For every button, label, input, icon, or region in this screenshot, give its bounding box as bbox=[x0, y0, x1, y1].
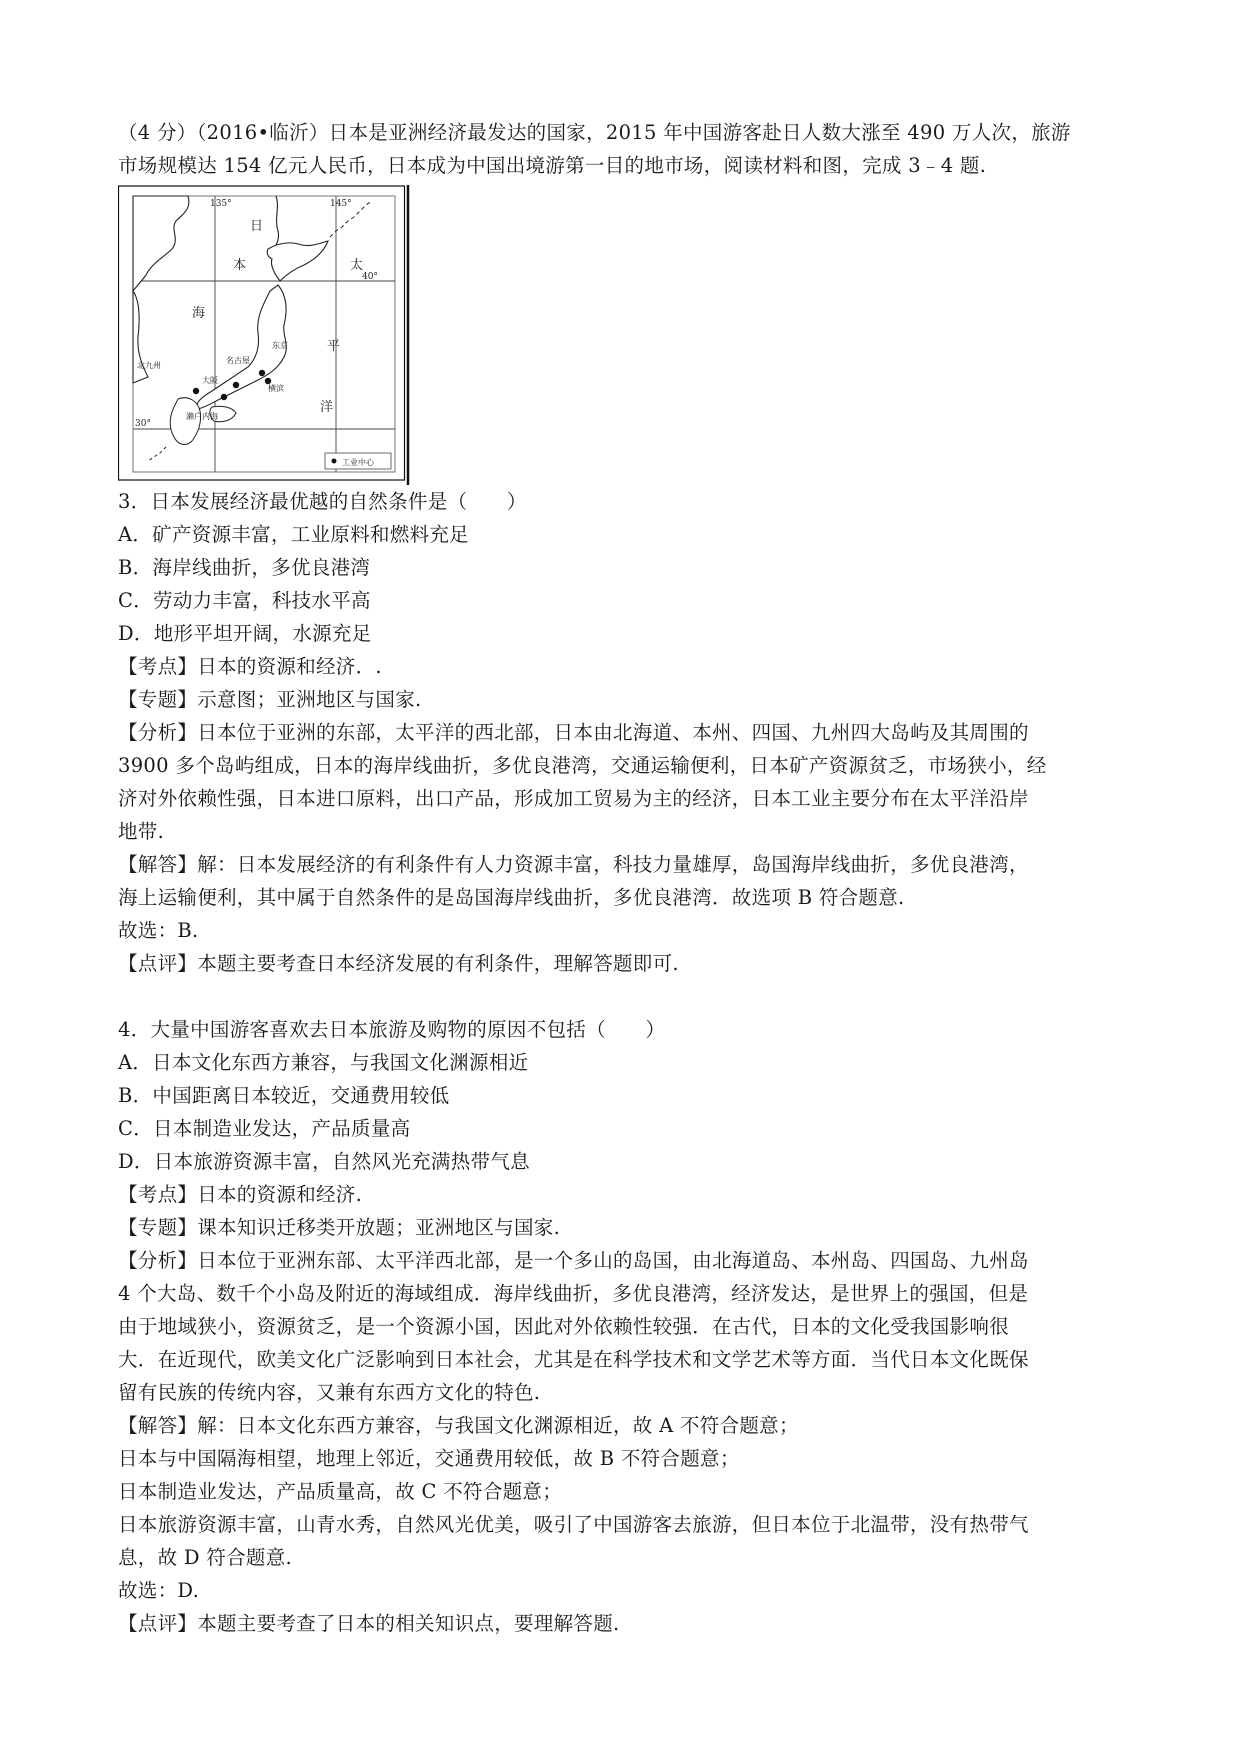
japan-map bbox=[118, 185, 412, 485]
q3-fenxi-line: 3900 多个岛屿组成，日本的海岸线曲折，多优良港湾，交通运输便利，日本矿产资源贫乏，市场狭小，经 bbox=[118, 754, 1047, 777]
q3-option-d: D．地形平坦开阔，水源充足 bbox=[118, 622, 372, 645]
ocean-name-char: 洋 bbox=[320, 400, 334, 415]
city-label: 北九州 bbox=[137, 361, 161, 370]
q4-stem: 4．大量中国游客喜欢去日本旅游及购物的原因不包括（ ） bbox=[118, 1018, 666, 1041]
q4-answer: 故选：D. bbox=[118, 1579, 200, 1602]
q4-jieda-line: 息，故 D 符合题意. bbox=[118, 1546, 293, 1569]
q4-option-a: A．日本文化东西方兼容，与我国文化渊源相近 bbox=[118, 1051, 529, 1074]
city-label: 东京 bbox=[272, 341, 288, 350]
q3-fenxi-line: 地带. bbox=[118, 820, 165, 843]
japan-map-figure bbox=[118, 185, 412, 485]
q3-stem: 3．日本发展经济最优越的自然条件是（ ） bbox=[118, 490, 527, 513]
q3-option-c: C．劳动力丰富，科技水平高 bbox=[118, 589, 371, 612]
q3-answer: 故选：B. bbox=[118, 919, 199, 942]
city-label: 横滨 bbox=[268, 384, 284, 393]
intro-line: （4 分）（2016•临沂）日本是亚洲经济最发达的国家，2015 年中国游客赴日人数大涨至 490 万人次，旅游 bbox=[118, 121, 1071, 144]
q3-jieda-line: 海上运输便利，其中属于自然条件的是岛国海岸线曲折，多优良港湾．故选项 B 符合题意. bbox=[118, 886, 905, 909]
city-label: 大阪 bbox=[202, 376, 218, 385]
q3-fenxi-line: 济对外依赖性强，日本进口原料，出口产品，形成加工贸易为主的经济，日本工业主要分布在太平洋沿岸 bbox=[118, 787, 1029, 810]
q4-fenxi-line: 留有民族的传统内容，又兼有东西方文化的特色. bbox=[118, 1381, 541, 1404]
ocean-name-char: 太 bbox=[350, 258, 364, 273]
q3-option-a: A．矿产资源丰富，工业原料和燃料充足 bbox=[118, 523, 469, 546]
intro-line: 市场规模达 154 亿元人民币，日本成为中国出境游第一目的地市场，阅读材料和图，完成 3﹣4 题. bbox=[118, 154, 987, 177]
city-label: 名古屋 bbox=[226, 356, 250, 365]
q4-jieda-line: 日本制造业发达，产品质量高，故 C 不符合题意； bbox=[118, 1480, 563, 1503]
q4-fenxi-line: 4 个大岛、数千个小岛及附近的海域组成．海岸线曲折，多优良港湾，经济发达，是世界上的强国，但是 bbox=[118, 1282, 1029, 1305]
inland-sea-label: 濑户内海 bbox=[186, 412, 218, 421]
q3-kaodian: 【考点】日本的资源和经济．. bbox=[118, 655, 382, 678]
q4-option-b: B．中国距离日本较近，交通费用较低 bbox=[118, 1084, 450, 1107]
q3-zhuanti: 【专题】示意图；亚洲地区与国家. bbox=[118, 688, 422, 711]
q4-jieda-line: 【解答】解：日本文化东西方兼容，与我国文化渊源相近，故 A 不符合题意； bbox=[118, 1414, 799, 1437]
q4-option-c: C．日本制造业发达，产品质量高 bbox=[118, 1117, 411, 1140]
sea-name-char: 日 bbox=[250, 219, 264, 234]
legend-label: 工业中心 bbox=[342, 458, 374, 467]
city-dot bbox=[221, 394, 227, 400]
q4-jieda-line: 日本旅游资源丰富，山青水秀，自然风光优美，吸引了中国游客去旅游，但日本位于北温带，没有热带气 bbox=[118, 1513, 1029, 1536]
legend-dot bbox=[332, 459, 337, 464]
q3-option-b: B．海岸线曲折，多优良港湾 bbox=[118, 556, 371, 579]
sea-name-char: 本 bbox=[233, 258, 247, 273]
q4-jieda-line: 日本与中国隔海相望，地理上邻近，交通费用较低，故 B 不符合题意； bbox=[118, 1447, 740, 1470]
q4-option-d: D．日本旅游资源丰富，自然风光充满热带气息 bbox=[118, 1150, 530, 1173]
exam-page bbox=[118, 116, 1128, 1640]
section-gap bbox=[118, 980, 1128, 1013]
lat-label-30: 30° bbox=[135, 419, 151, 429]
lon-label-135: 135° bbox=[210, 199, 232, 209]
q4-fenxi-line: 大．在近现代，欧美文化广泛影响到日本社会，尤其是在科学技术和文学艺术等方面．当代日本文化既保 bbox=[118, 1348, 1029, 1371]
lon-label-145: 145° bbox=[330, 199, 352, 209]
q4-zhuanti: 【专题】课本知识迁移类开放题；亚洲地区与国家. bbox=[118, 1216, 561, 1239]
ocean-name-char: 平 bbox=[327, 339, 341, 354]
q4-dianping: 【点评】本题主要考查了日本的相关知识点，要理解答题. bbox=[118, 1612, 620, 1635]
q4-fenxi-line: 【分析】日本位于亚洲东部、太平洋西北部，是一个多山的岛国，由北海道岛、本州岛、四国岛、九州岛 bbox=[118, 1249, 1029, 1272]
lat-label-40: 40° bbox=[362, 272, 378, 282]
sea-name-char: 海 bbox=[192, 306, 206, 321]
q3-dianping: 【点评】本题主要考查日本经济发展的有利条件，理解答题即可. bbox=[118, 952, 679, 975]
q4-kaodian: 【考点】日本的资源和经济. bbox=[118, 1183, 363, 1206]
q4-fenxi-line: 由于地域狭小，资源贫乏，是一个资源小国，因此对外依赖性较强．在古代，日本的文化受我国影响很 bbox=[118, 1315, 1010, 1338]
city-dot bbox=[259, 370, 265, 376]
city-dot bbox=[193, 388, 199, 394]
city-dot bbox=[233, 382, 239, 388]
q3-fenxi-line: 【分析】日本位于亚洲的东部，太平洋的西北部，日本由北海道、本州、四国、九州四大岛屿及其周围的 bbox=[118, 721, 1029, 744]
q3-jieda-line: 【解答】解：日本发展经济的有利条件有人力资源丰富，科技力量雄厚，岛国海岸线曲折，多优良港湾， bbox=[118, 853, 1029, 876]
